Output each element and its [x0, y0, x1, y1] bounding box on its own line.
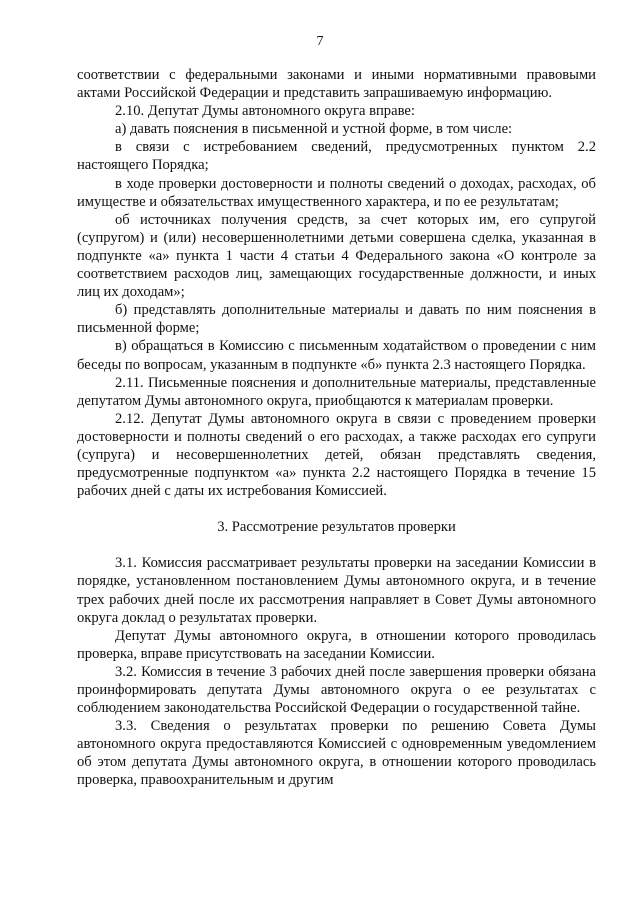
paragraph-2-10-a-3: об источниках получения средств, за счет которых им, его супругой (супругом) и (или) несовершеннолетними детьми совершена сделка, указанная в подпункте «а» пункта 1 части 4 статьи 4 Федерального закона «О контроле за соответствием расходов лиц, замещающих государственные должности, и иных лиц их доходам»; [77, 211, 596, 301]
paragraph-2-11: 2.11. Письменные пояснения и дополнительные материалы, представленные депутатом Думы автономного округа, приобщаются к материалам проверки. [77, 374, 596, 409]
paragraph-2-10-a-1: в связи с истребованием сведений, предусмотренных пунктом 2.2 настоящего Порядка; [77, 139, 596, 174]
paragraph-3-3: 3.3. Сведения о результатах проверки по решению Совета Думы автономного округа предоставляются Комиссией с одновременным уведомлением об этом депутата Думы автономного округа, в отношении которого проводилась проверка, правоохранительным и другим [77, 718, 596, 789]
paragraph-2-10: 2.10. Депутат Думы автономного округа вправе: [115, 103, 415, 120]
paragraph-2-10-b: б) представлять дополнительные материалы и давать по ним пояснения в письменной форме; [77, 302, 596, 337]
document-body [77, 66, 596, 790]
section-heading: 3. Рассмотрение результатов проверки [217, 519, 456, 536]
paragraph-continuation: соответствии с федеральными законами и иными нормативными правовыми актами Российской Федерации и представить запрашиваемую информацию. [77, 67, 596, 102]
paragraph-2-12: 2.12. Депутат Думы автономного округа в связи с проведением проверки достоверности и полноты сведений о его расходах, а также расходах его супруги (супруга) и несовершеннолетних детей, обязан представлять сведения, предусмотренные подпунктом «а» пункта 2.2 настоящего Порядка в течение 15 рабочих дней с даты их истребования Комиссией. [77, 410, 596, 500]
paragraph-3-1: 3.1. Комиссия рассматривает результаты проверки на заседании Комиссии в порядке, установленном постановлением Думы автономного округа, и в течение трех рабочих дней после их рассмотрения направляет в Совет Думы автономного округа доклад о результатах проверки. [77, 555, 596, 626]
paragraph-2-10-a: а) давать пояснения в письменной и устной форме, в том числе: [115, 121, 513, 138]
paragraph-2-10-v: в) обращаться в Комиссию с письменным ходатайством о проведении с ним беседы по вопросам, указанным в подпункте «б» пункта 2.3 настоящего Порядка. [77, 338, 596, 373]
page-number: 7 [316, 34, 324, 49]
paragraph-3-1-deputy: Депутат Думы автономного округа, в отношении которого проводилась проверка, вправе присутствовать на заседании Комиссии. [77, 627, 596, 662]
paragraph-2-10-a-2: в ходе проверки достоверности и полноты сведений о доходах, расходах, об имуществе и обязательствах имущественного характера, и по ее результатам; [77, 175, 596, 210]
paragraph-3-2: 3.2. Комиссия в течение 3 рабочих дней после завершения проверки обязана проинформировать депутата Думы автономного округа о ее результатах с соблюдением законодательства Российской Федерации о государственной тайне. [77, 663, 596, 717]
